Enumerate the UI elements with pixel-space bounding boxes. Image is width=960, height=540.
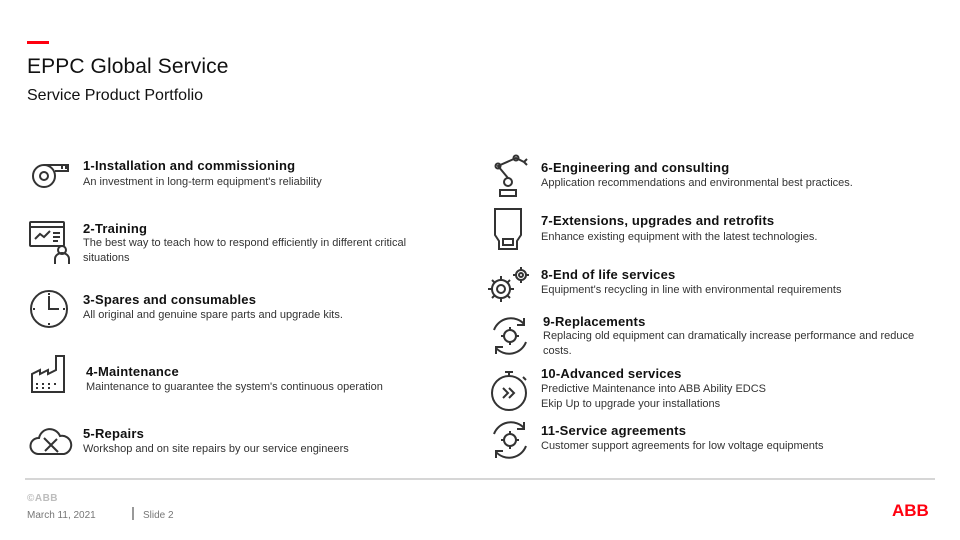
page-title: EPPC Global Service bbox=[27, 55, 229, 78]
item-6-heading: 6-Engineering and consulting bbox=[541, 160, 730, 175]
item-10-description-line-2: Ekip Up to upgrade your installations bbox=[541, 398, 721, 410]
clock-icon bbox=[27, 287, 75, 335]
cloud-tools-icon bbox=[28, 418, 76, 466]
item-8-heading: 8-End of life services bbox=[541, 267, 676, 282]
item-7-description: Enhance existing equipment with the latest technologies. bbox=[541, 231, 818, 243]
item-2-heading: 2-Training bbox=[83, 221, 148, 236]
page-subtitle: Service Product Portfolio bbox=[27, 87, 204, 104]
item-9-heading: 9-Replacements bbox=[543, 314, 646, 329]
item-2-description: The best way to teach how to respond efficiently in different critical situations bbox=[83, 237, 407, 264]
item-11-description: Customer support agreements for low voltage equipments bbox=[541, 440, 824, 452]
cycle-gear-icon bbox=[486, 416, 534, 464]
item-7-heading: 7-Extensions, upgrades and retrofits bbox=[541, 213, 775, 228]
factory-icon bbox=[28, 350, 76, 398]
robot-arm-icon bbox=[486, 152, 534, 200]
footer-separator bbox=[132, 507, 134, 520]
item-11-heading: 11-Service agreements bbox=[541, 423, 687, 438]
item-1-description: An investment in long-term equipment's reliability bbox=[83, 176, 322, 188]
cycle-gear-icon bbox=[486, 312, 534, 360]
circuit-breaker-icon bbox=[487, 205, 535, 253]
item-5-heading: 5-Repairs bbox=[83, 426, 145, 441]
item-4-description: Maintenance to guarantee the system's continuous operation bbox=[86, 381, 383, 393]
item-6-description: Application recommendations and environmental best practices. bbox=[541, 177, 853, 189]
stopwatch-forward-icon bbox=[485, 366, 533, 414]
item-8-description: Equipment's recycling in line with environmental requirements bbox=[541, 284, 842, 296]
item-1-heading: 1-Installation and commissioning bbox=[83, 158, 296, 173]
tape-measure-icon bbox=[28, 152, 76, 200]
item-10-description-line-1: Predictive Maintenance into ABB Ability EDCS bbox=[541, 383, 767, 395]
training-board-icon bbox=[26, 218, 74, 266]
item-4-heading: 4-Maintenance bbox=[86, 364, 179, 379]
item-3-heading: 3-Spares and consumables bbox=[83, 292, 257, 307]
item-5-description: Workshop and on site repairs by our service engineers bbox=[83, 443, 349, 455]
abb-logo: ABB bbox=[892, 501, 929, 520]
footer-divider bbox=[25, 478, 935, 480]
footer-slide-number: Slide 2 bbox=[143, 510, 174, 521]
accent-bar bbox=[27, 41, 49, 44]
item-3-description: All original and genuine spare parts and upgrade kits. bbox=[83, 309, 343, 321]
gears-icon bbox=[485, 263, 533, 311]
item-9-description: Replacing old equipment can dramatically increase performance and reduce costs. bbox=[543, 330, 915, 357]
item-10-heading: 10-Advanced services bbox=[541, 366, 682, 381]
footer-brand: ©ABB bbox=[27, 493, 59, 504]
footer-date: March 11, 2021 bbox=[27, 510, 96, 521]
